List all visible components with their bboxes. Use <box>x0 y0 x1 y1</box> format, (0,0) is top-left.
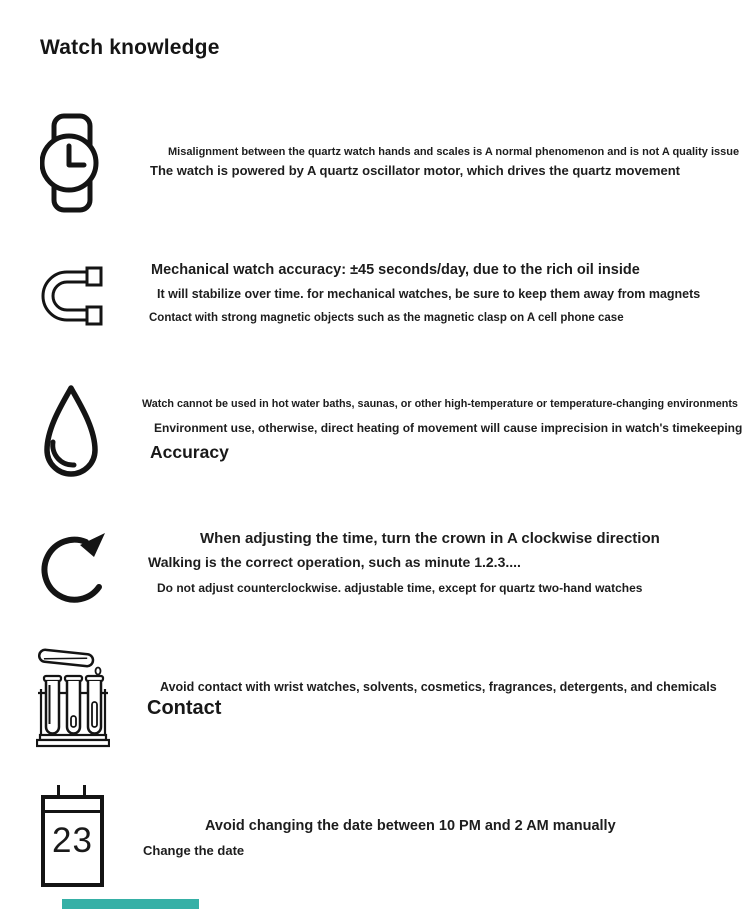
info-line: Environment use, otherwise, direct heating of movement will cause imprecision in watch's timekeeping <box>154 421 743 435</box>
info-line: Avoid changing the date between 10 PM and 2 AM manually <box>205 818 616 834</box>
info-line: Mechanical watch accuracy: ±45 seconds/day, due to the rich oil inside <box>151 262 640 278</box>
calendar-pin <box>83 785 86 799</box>
page-title: Watch knowledge <box>40 36 220 59</box>
water-drop-icon <box>40 383 102 483</box>
info-line: Watch cannot be used in hot water baths, saunas, or other high-temperature or temperature-changing environments <box>142 398 738 410</box>
info-line: The watch is powered by A quartz oscillator motor, which drives the quartz movement <box>150 163 680 178</box>
info-line: It will stabilize over time. for mechanical watches, be sure to keep them away from magnets <box>157 287 701 301</box>
test-tubes-icon <box>36 645 110 750</box>
info-line: Walking is the correct operation, such as minute 1.2.3.... <box>148 554 521 570</box>
info-line: Avoid contact with wrist watches, solvents, cosmetics, fragrances, detergents, and chemicals <box>160 680 717 694</box>
clockwise-arrow-icon <box>38 525 108 613</box>
calendar-icon <box>41 795 104 887</box>
info-line: Contact with strong magnetic objects such as the magnetic clasp on A cell phone case <box>149 312 624 324</box>
calendar-header-band <box>45 799 100 813</box>
section-header-accuracy: Accuracy <box>150 442 229 462</box>
magnet-icon <box>40 265 106 327</box>
wristwatch-icon <box>40 113 102 213</box>
calendar-pin <box>57 785 60 799</box>
info-line: When adjusting the time, turn the crown in A clockwise direction <box>200 530 660 547</box>
info-line: Do not adjust counterclockwise. adjustable time, except for quartz two-hand watches <box>157 581 643 595</box>
info-line: Misalignment between the quartz watch hands and scales is A normal phenomenon and is not A quality issue <box>168 146 740 158</box>
teal-divider-bar <box>62 899 199 909</box>
section-header-contact: Contact <box>147 697 222 719</box>
calendar-day: 23 <box>52 821 93 860</box>
info-line: Change the date <box>143 843 245 858</box>
